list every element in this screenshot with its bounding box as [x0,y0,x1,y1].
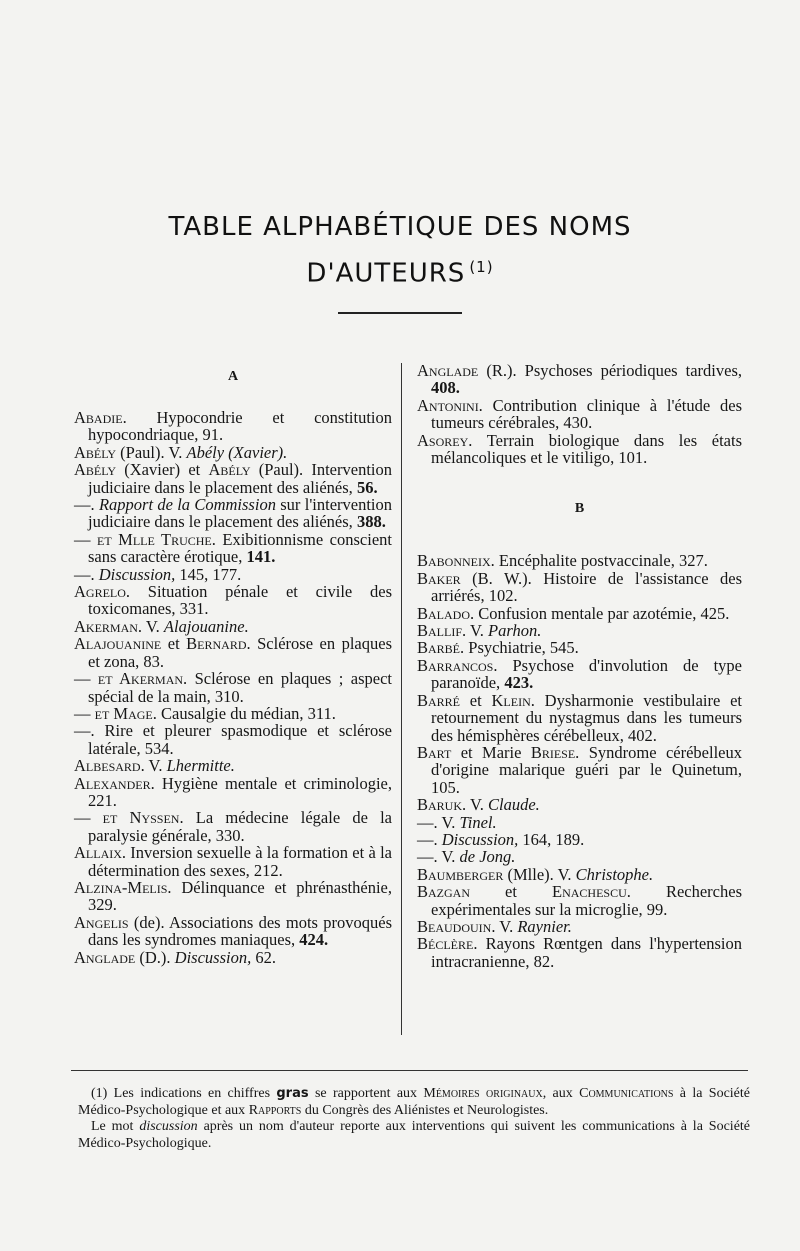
index-entry [417,692,742,744]
entry-text: Recherches expérimentales sur la microglie, 99. [431,882,742,919]
entry-italic: Alajouanine. [163,616,249,636]
entry-text: Psychiatrie, 545. [464,638,579,658]
author-name: —. [417,829,442,849]
footnote-text: du Congrès des Aliénistes et Neurologistes. [301,1102,549,1118]
index-entry [417,605,742,622]
entry-text: Délinquance et phrénasthénie, 329. [88,877,392,915]
entry-text: V. [437,812,460,832]
entry-text: Psychose d'involution de type paranoïde, [431,655,742,693]
author-name: Truche. [161,529,216,549]
footnote-text: Le mot [91,1119,140,1135]
entry-text: (Paul). V. [116,442,187,462]
page-number-bold: 56. [356,477,378,497]
index-entry [417,657,742,692]
author-name: Antonini. [417,395,483,415]
author-name: Abély [208,460,251,480]
index-entry [417,883,742,918]
footnote-text: , aux [542,1086,580,1101]
author-name: —. [74,721,95,741]
entry-text: et [470,882,553,902]
entry-text: (Paul). Intervention judiciaire dans le placement des aliénés, [88,460,392,497]
author-name: Asorey. [417,430,473,450]
author-name: Klein. [491,690,535,710]
author-name: — et [74,808,130,828]
page-number-bold: 423. [504,673,534,693]
title-line-1: TABLE ALPHABÉTIQUE DES NOMS [168,212,632,242]
author-name: Akerman. [74,616,143,636]
footnote-paragraph-1 [78,1086,750,1119]
author-name: Ballif. [417,621,467,641]
index-entry [417,935,742,970]
entry-text: V. [466,795,489,815]
entry-text: Situation pénale et civile des toxicomanes, 331. [88,582,392,619]
entry-italic: Tinel. [459,812,497,832]
index-entry [74,461,392,496]
author-name: Anglade [417,361,479,380]
index-entry [417,622,742,639]
author-name: —. [417,812,438,832]
entry-text: (B. W.). Histoire de l'assistance des arriérés, 102. [431,568,742,606]
entries-list-right-b [417,552,742,970]
author-name: Allaix. [74,843,127,863]
entry-italic: Lhermitte. [166,756,235,776]
author-name: Nyssen. [129,808,184,828]
entry-italic: Rapport de la Commission [98,495,276,515]
author-name: Akerman. [119,669,188,689]
footnote-gras: gras [276,1086,309,1101]
index-entry [74,583,392,618]
index-entry [74,635,392,670]
entry-text: Encéphalite postvaccinale, 327. [494,551,708,571]
author-name: — et [74,669,120,689]
entry-italic: Discussion, [98,564,176,584]
entry-text: Hygiène mentale et criminologie, 221. [88,773,392,810]
author-name: Béclère. [417,934,478,954]
entry-text: V. [144,756,167,776]
entry-text: V. [437,847,460,867]
index-entry [417,848,742,865]
author-name: Anglade [74,947,136,967]
footnote-italic: discussion [139,1119,198,1135]
entry-text: (de). Associations des mots provoqués dans les syndromes maniaques, [88,912,392,950]
entry-text: Hypocondrie et constitution hypocondriaque, 91. [88,408,392,445]
section-letter-a: A [227,369,239,384]
entry-text: 145, 177. [175,564,242,584]
entry-text: (Xavier) et [116,460,209,480]
entry-text: Causalgie du médian, 311. [156,703,336,723]
author-name: Alzina-Melis. [74,877,172,897]
index-entry [417,796,742,813]
author-name: Bernard. [186,634,251,654]
entry-text: Syndrome cérébelleux d'origine malarique guéri par le Quinetum, 105. [431,742,742,797]
index-entry [417,397,742,432]
index-entry [74,409,392,444]
index-entry [74,618,392,635]
author-name: — et [74,703,114,723]
footnote-smallcaps: Rapports [248,1102,302,1118]
index-entry [417,432,742,467]
entry-text: et [460,690,492,710]
footnote-smallcaps: Communications [579,1086,674,1101]
page-number-bold: 388. [356,512,386,532]
footnote-text: à la Société Médico-Psychologique et aux [78,1086,750,1118]
entry-text: (Mlle). V. [503,864,576,884]
author-name: Abély [74,460,117,480]
entry-italic: Claude. [488,795,540,815]
author-name: Baker [417,568,461,588]
author-name: Alajouanine [74,634,162,654]
author-name: Beaudouin. [417,916,496,936]
entry-italic: Parhon. [488,621,542,641]
index-entry [74,844,392,879]
entry-text: V. [495,916,518,936]
entry-text: Inversion sexuelle à la formation et à la détermination des sexes, 212. [88,843,392,880]
index-entry [74,496,392,531]
section-letter-b: B [574,501,585,517]
index-entry [417,866,742,883]
author-name: Barrancos. [417,655,498,675]
column-separator [401,363,402,1035]
author-name: Bazgan [417,882,470,902]
author-name: Barbé. [417,638,465,658]
author-name: Alexander. [74,773,155,793]
entry-italic: Raynier. [517,916,572,936]
index-entry [417,552,742,569]
entry-text: V. [466,621,489,641]
author-name: Barré [417,690,461,710]
index-entry [74,566,392,583]
footnote-paragraph-2 [78,1119,750,1152]
entry-text: (D.). [135,947,175,967]
author-name: Briese. [530,742,580,762]
index-entry [417,362,742,397]
entry-italic: de Jong. [459,847,516,867]
index-entry [74,914,392,949]
title-line-2: D'AUTEURS [306,258,466,289]
author-name: Angelis [74,912,129,932]
entry-italic: Discussion, [441,829,519,849]
author-name: Mage. [113,703,157,723]
entry-text: 62. [251,947,276,967]
index-entry [74,949,392,966]
entry-text: Confusion mentale par azotémie, 425. [474,603,730,623]
footnote-text: (1) Les indications en chiffres [91,1086,277,1101]
page-title [0,212,800,242]
entry-text: (R.). Psychoses périodiques tardives, [478,361,742,380]
author-name: —. [74,564,99,584]
author-name: Baruk. [417,795,467,815]
index-entry [417,570,742,605]
footnote-text: se rapportent aux [308,1086,424,1101]
footnote-block [78,1086,750,1152]
page-subtitle [0,258,800,289]
index-entry [74,531,392,566]
author-name: — et Mlle [74,529,161,549]
footnote-smallcaps: Mémoires originaux [423,1086,543,1101]
author-name: Enachescu. [552,882,631,902]
index-entry [417,744,742,796]
author-name: Baumberger [417,864,504,884]
entry-italic: Christophe. [575,864,654,884]
entry-italic: Discussion, [174,947,252,967]
author-name: Bart [417,742,452,762]
entry-text: sur l'intervention judiciaire dans le placement des aliénés, [88,495,393,532]
index-entry [417,639,742,656]
author-name: Agrelo. [74,582,131,602]
index-entry [74,879,392,914]
footnote-marker: (1) [469,258,494,276]
author-name: Albesard. [74,756,145,776]
index-entry [74,722,392,757]
index-entry [74,444,392,461]
index-entry [417,831,742,848]
page-number-bold: 424. [299,930,329,950]
entry-text: Rayons Rœntgen dans l'hypertension intracranienne, 82. [431,934,742,971]
author-name: Babonneix. [417,551,495,571]
entries-list-left [74,409,392,966]
index-entry [74,775,392,810]
index-column-right [417,362,742,970]
entry-text: Contribution clinique à l'étude des tumeurs cérébrales, 430. [431,395,742,433]
index-entry [74,705,392,722]
footnote-rule [71,1070,748,1071]
index-column-left [74,368,392,966]
index-entry [74,670,392,705]
entry-text: et [161,634,187,654]
index-entry [417,814,742,831]
footnote-text: après un nom d'auteur reporte aux interventions qui suivent les communications à la Société Médico-Psychologique. [78,1119,751,1151]
title-rule [338,312,462,314]
entry-text: La médecine légale de la paralysie générale, 330. [88,808,392,845]
page-number-bold: 408. [431,378,460,398]
author-name: Balado. [417,603,475,623]
entry-text: Dysharmonie vestibulaire et retournement du nystagmus dans les tumeurs des hémisphères cérébelleux, 402. [431,690,742,745]
index-entry [74,757,392,774]
entry-text: Rire et pleurer spasmodique et sclérose latérale, 534. [88,721,392,758]
entry-text: Terrain biologique dans les états mélancoliques et le vitiligo, 101. [431,430,742,468]
index-entry [74,809,392,844]
author-name: —. [74,495,99,515]
entry-text: et Marie [451,742,531,762]
entry-text: Sclérose en plaques et zona, 83. [88,634,392,671]
index-entry [417,918,742,935]
entry-text: Sclérose en plaques ; aspect spécial de la main, 310. [88,669,393,706]
entry-text: V. [142,616,164,636]
entry-text: 164, 189. [518,829,585,849]
author-name: Abély [74,442,117,462]
entry-text: Exibitionnisme conscient sans caractère érotique, [88,529,392,567]
entry-italic: Abély (Xavier). [186,442,288,462]
author-name: —. [417,847,438,867]
page-number-bold: 141. [246,547,276,567]
author-name: Abadie. [74,408,127,427]
entries-list-right-a [417,362,742,466]
